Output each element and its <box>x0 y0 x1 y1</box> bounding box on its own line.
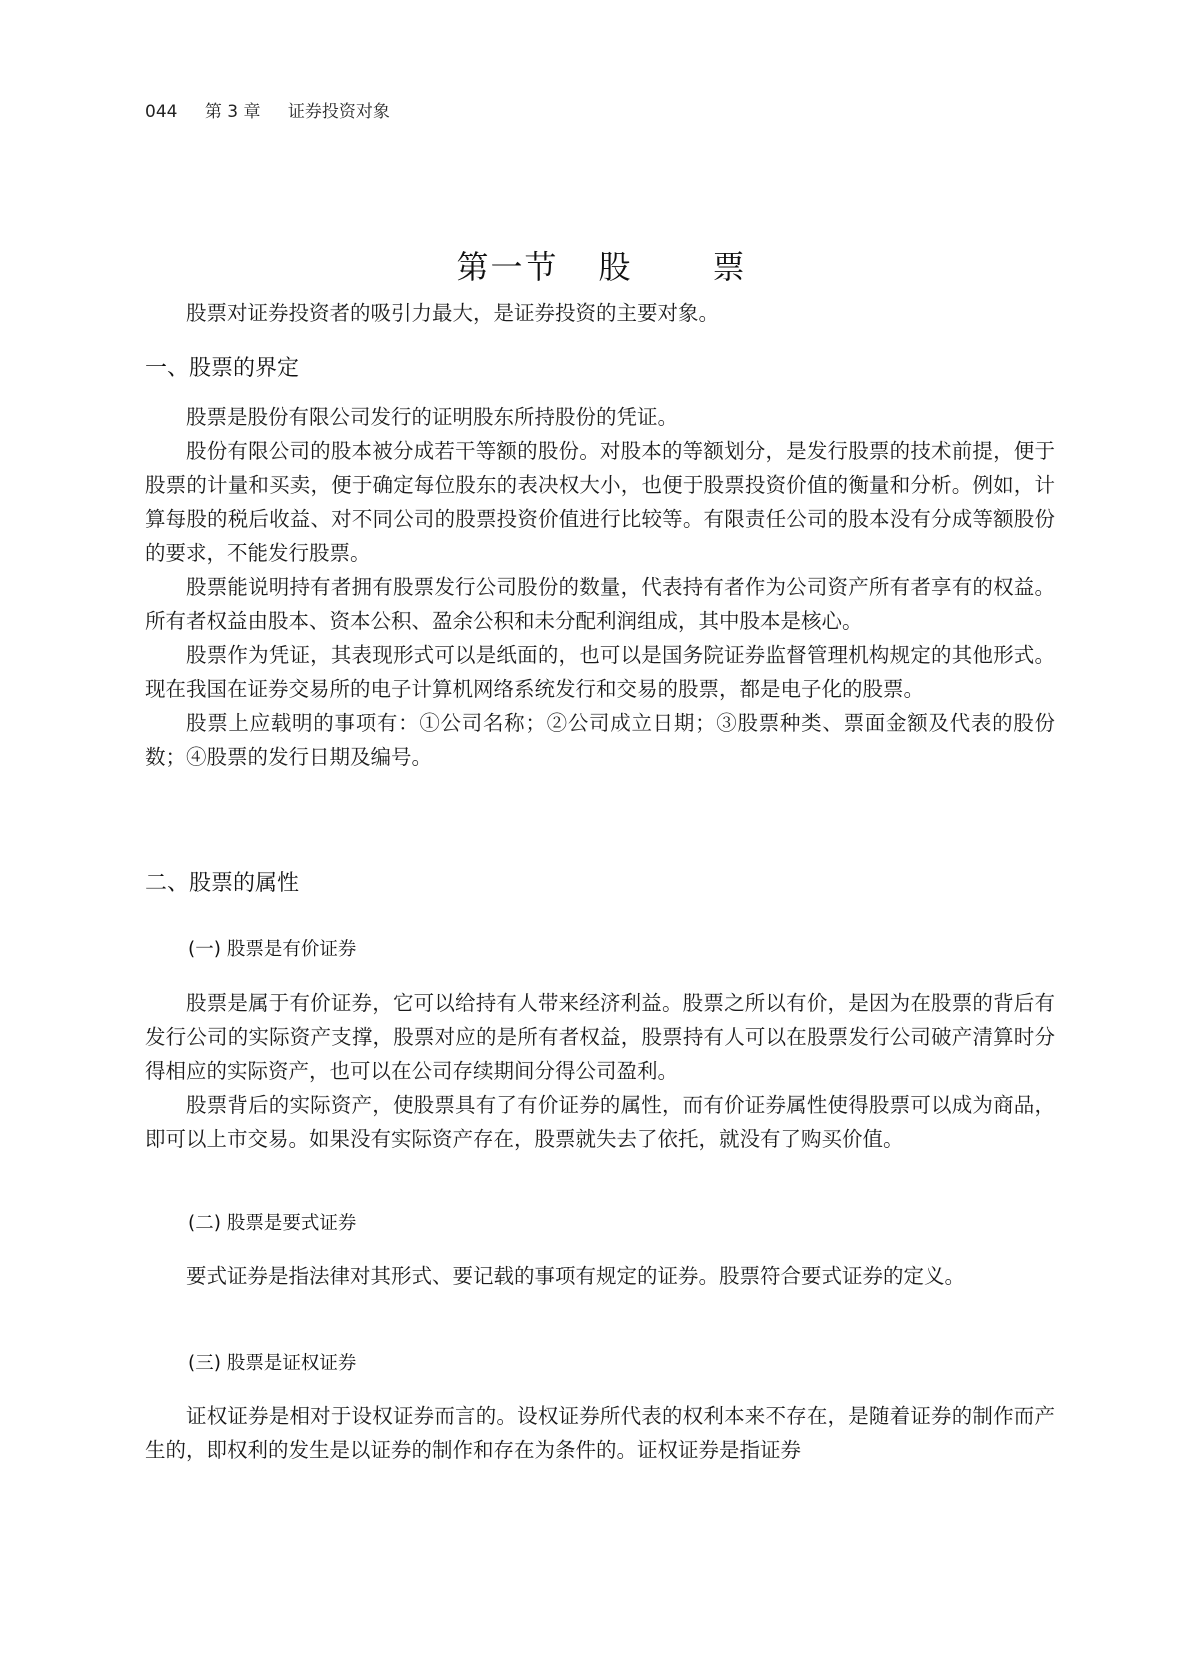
subheading-formal-security: (二) 股票是要式证券 <box>188 1213 357 1234</box>
paragraph: 股票是股份有限公司发行的证明股东所持股份的凭证。 <box>186 405 678 429</box>
paragraph: 股票是属于有价证券，它可以给持有人带来经济利益。股票之所以有价，是因为在股票的背后有发行公司的实际资产支撑，股票对应的是所有者权益，股票持有人可以在股票发行公司破产清算时分得相应的实际资产，也可以在公司存续期间分得公司盈利。 <box>145 991 1055 1083</box>
paragraph: 股票能说明持有者拥有股票发行公司股份的数量，代表持有者作为公司资产所有者享有的权益。所有者权益由股本、资本公积、盈余公积和未分配利润组成，其中股本是核心。 <box>145 575 1055 633</box>
paragraph: 股份有限公司的股本被分成若干等额的股份。对股本的等额划分，是发行股票的技术前提，便于股票的计量和买卖，便于确定每位股东的表决权大小，也便于股票投资价值的衡量和分析。例如，计算每股的税后收益、对不同公司的股票投资价值进行比较等。有限责任公司的股本没有分成等额股份的要求，不能发行股票。 <box>145 439 1055 565</box>
paragraph: 要式证券是指法律对其形式、要记载的事项有规定的证券。股票符合要式证券的定义。 <box>186 1264 965 1288</box>
subheading-valuable-security: (一) 股票是有价证券 <box>188 939 357 960</box>
paragraph: 股票上应载明的事项有：①公司名称；②公司成立日期；③股票种类、票面金额及代表的股份数；④股票的发行日期及编号。 <box>145 711 1055 769</box>
page-number: 044 <box>145 102 178 122</box>
heading-stock-definition: 一、股票的界定 <box>145 356 300 381</box>
paragraph: 证权证券是相对于设权证券而言的。设权证券所代表的权利本来不存在，是随着证券的制作而产生的，即权利的发生是以证券的制作和存在为条件的。证权证券是指证券 <box>145 1404 1055 1462</box>
formal-security-section <box>145 1259 1055 1293</box>
intro-block <box>145 296 1055 330</box>
section-title-part2: 股 <box>598 248 633 286</box>
heading-stock-attributes: 二、股票的属性 <box>145 871 300 896</box>
section-title-part3: 票 <box>712 248 747 286</box>
running-header <box>145 97 412 122</box>
intro-paragraph: 股票对证券投资者的吸引力最大，是证券投资的主要对象。 <box>186 301 719 325</box>
chapter-title: 证券投资对象 <box>287 102 390 122</box>
chapter-number: 第 3 章 <box>204 102 261 122</box>
subheading-evidential-security: (三) 股票是证权证券 <box>188 1353 357 1374</box>
evidential-security-section <box>145 1399 1055 1467</box>
section-title <box>0 242 1203 288</box>
paragraph: 股票背后的实际资产，使股票具有了有价证券的属性，而有价证券属性使得股票可以成为商品，即可以上市交易。如果没有实际资产存在，股票就失去了依托，就没有了购买价值。 <box>145 1093 1055 1151</box>
valuable-security-section <box>145 986 1055 1156</box>
definition-section <box>145 400 1055 774</box>
section-title-part1: 第一节 <box>456 248 559 286</box>
paragraph: 股票作为凭证，其表现形式可以是纸面的，也可以是国务院证券监督管理机构规定的其他形式。现在我国在证券交易所的电子计算机网络系统发行和交易的股票，都是电子化的股票。 <box>145 643 1055 701</box>
